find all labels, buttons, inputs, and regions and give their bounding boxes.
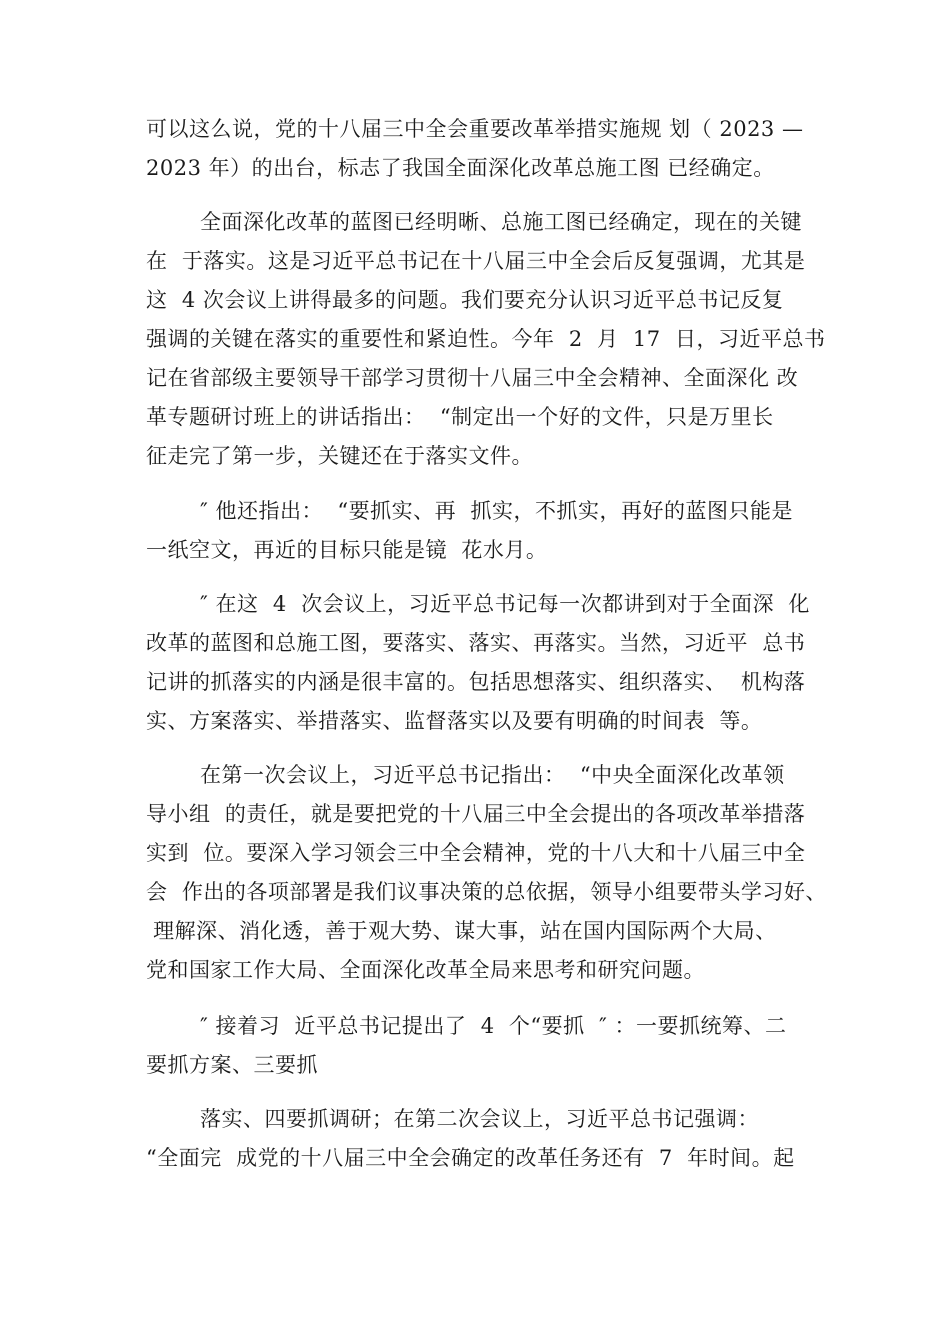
text-line: ″ 在这 4 次会议上，习近平总书记每一次都讲到对于全面深 化 (200, 592, 810, 616)
text-line: ″ 接着习 近平总书记提出了 4 个“要抓 ″ ：一要抓统筹、二 (200, 1014, 787, 1038)
text-line: 征走完了第一步，关键还在于落实文件。 (146, 444, 533, 468)
text-line: 记在省部级主要领导干部学习贯彻十八届三中全会精神、全面深化 改 (146, 366, 799, 390)
text-line: 一纸空文，再近的目标只能是镜 花水月。 (146, 538, 548, 562)
text-line: “全面完 成党的十八届三中全会确定的改革任务还有 7 年时间。起 (146, 1146, 795, 1170)
text-line: 可以这么说，党的十八届三中全会重要改革举措实施规 划（ 2023 — (146, 117, 804, 141)
text-line: 强调的关键在落实的重要性和紧迫性。今年 2 月 17 日，习近平总书 (146, 327, 826, 351)
text-line: 在第一次会议上，习近平总书记指出： “中央全面深化改革领 (200, 763, 785, 787)
text-line: 实、方案落实、举措落实、监督落实以及要有明确的时间表 等。 (146, 709, 763, 733)
text-line: 导小组 的责任，就是要把党的十八届三中全会提出的各项改革举措落 (146, 802, 806, 826)
text-line: 这 4 次会议上讲得最多的问题。我们要充分认识习近平总书记反复 (146, 288, 784, 312)
text-line: 落实、四要抓调研；在第二次会议上，习近平总书记强调： (200, 1107, 759, 1131)
text-line: 会 作出的各项部署是我们议事决策的总依据，领导小组要带头学习好、 (146, 880, 827, 904)
text-line: 改革的蓝图和总施工图，要落实、落实、再落实。当然，习近平 总书 (146, 631, 806, 655)
text-line: 党和国家工作大局、全面深化改革全局来思考和研究问题。 (146, 958, 705, 982)
text-line: 记讲的抓落实的内涵是很丰富的。包括思想落实、组织落实、 机构落 (146, 670, 806, 694)
text-line: 2023 年）的出台，标志了我国全面深化改革总施工图 已经确定。 (146, 156, 775, 180)
text-line: 要抓方案、三要抓 (146, 1053, 318, 1077)
text-line: 理解深、消化透，善于观大势、谋大事，站在国内国际两个大局、 (146, 919, 777, 943)
text-line: 实到 位。要深入学习领会三中全会精神，党的十八大和十八届三中全 (146, 841, 806, 865)
text-line: 在 于落实。这是习近平总书记在十八届三中全会后反复强调，尤其是 (146, 249, 806, 273)
text-line: 全面深化改革的蓝图已经明晰、总施工图已经确定，现在的关键 (200, 210, 802, 234)
text-line: 革专题研讨班上的讲话指出： “制定出一个好的文件，只是万里长 (146, 405, 774, 429)
text-line: ″ 他还指出： “要抓实、再 抓实，不抓实，再好的蓝图只能是 (200, 499, 793, 523)
